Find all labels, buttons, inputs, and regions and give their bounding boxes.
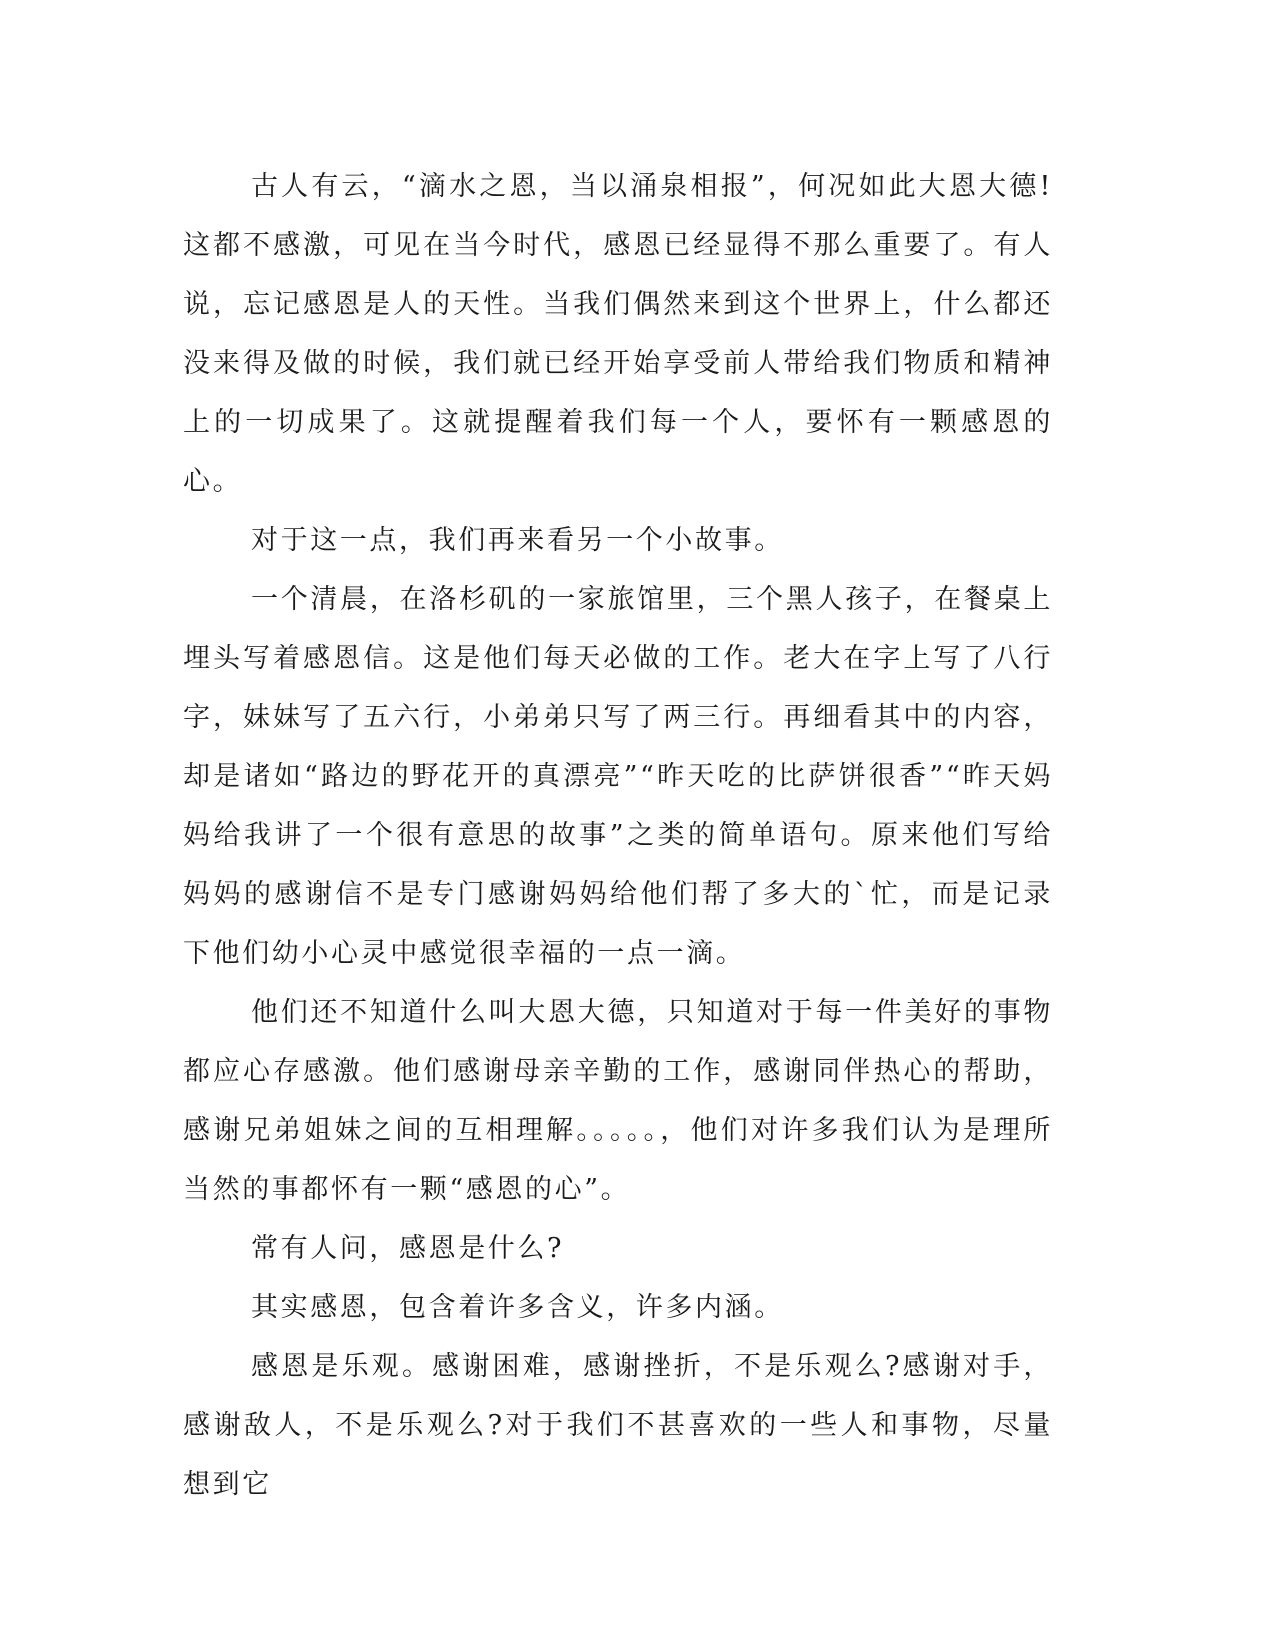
paragraph-4: 他们还不知道什么叫大恩大德，只知道对于每一件美好的事物都应心存感激。他们感谢母亲辛勤的工作，感谢同伴热心的帮助，感谢兄弟姐妹之间的互相理解。。。。。，他们对许多我们认为是理所当然的事都怀有一颗“感恩的心”。 bbox=[183, 997, 1053, 1205]
paragraph-2: 对于这一点，我们再来看另一个小故事。 bbox=[251, 525, 784, 556]
paragraph-7: 感恩是乐观。感谢困难，感谢挫折，不是乐观么?感谢对手，感谢敌人，不是乐观么?对于我们不甚喜欢的一些人和事物，尽量想到它 bbox=[183, 1351, 1053, 1500]
paragraph-1: 古人有云，“滴水之恩，当以涌泉相报”，何况如此大恩大德!这都不感激，可见在当今时代，感恩已经显得不那么重要了。有人说，忘记感恩是人的天性。当我们偶然来到这个世界上，什么都还没来得及做的时候，我们就已经开始享受前人带给我们物质和精神上的一切成果了。这就提醒着我们每一个人，要怀有一颗感恩的心。 bbox=[183, 171, 1053, 497]
body-text bbox=[183, 157, 1053, 1514]
paragraph-3: 一个清晨，在洛杉矶的一家旅馆里，三个黑人孩子，在餐桌上埋头写着感恩信。这是他们每天必做的工作。老大在字上写了八行字，妹妹写了五六行，小弟弟只写了两三行。再细看其中的内容，却是诸如“路边的野花开的真漂亮”“昨天吃的比萨饼很香”“昨天妈妈给我讲了一个很有意思的故事”之类的简单语句。原来他们写给妈妈的感谢信不是专门感谢妈妈给他们帮了多大的`忙，而是记录下他们幼小心灵中感觉很幸福的一点一滴。 bbox=[183, 584, 1053, 969]
paragraph-5: 常有人问，感恩是什么? bbox=[251, 1233, 565, 1264]
paragraph-6: 其实感恩，包含着许多含义，许多内涵。 bbox=[251, 1292, 784, 1323]
